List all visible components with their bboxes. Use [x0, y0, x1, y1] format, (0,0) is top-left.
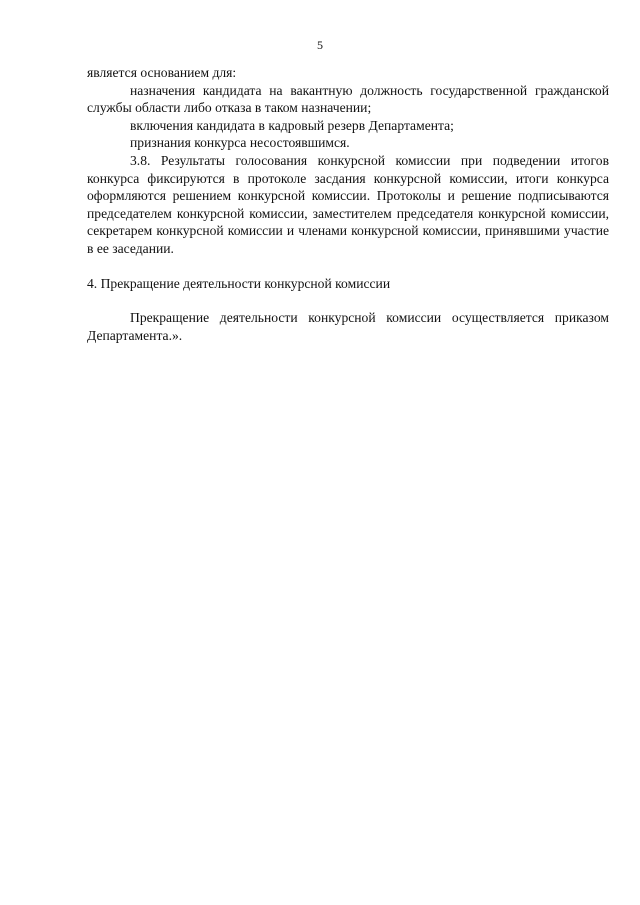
list-item-reserve: включения кандидата в кадровый резерв Департамента; [130, 117, 454, 133]
section-4-text: Прекращение деятельности конкурсной комиссии осуществляется приказом Департамента.». [87, 310, 609, 343]
section-4-heading: 4. Прекращение деятельности конкурсной комиссии [87, 275, 391, 291]
clause-3-8: 3.8. Результаты голосования конкурсной комиссии при подведении итогов конкурса фиксируются в протоколе засдания конкурсной комиссии, итоги конкурса оформляются решением конкурсной комиссии. Протоколы и решение подписываются председателем конкурсной комиссии, заместителем председателя конкурсной комиссии, секретарем конкурсной комиссии и членами конкурсной комиссии, принявшими участие в ее заседании. [87, 152, 609, 256]
list-item-appointment: назначения кандидата на вакантную должность государственной гражданской службы области либо отказа в таком назначении; [87, 82, 609, 116]
lead-paragraph: является основанием для: [87, 65, 237, 80]
list-item-failed-contest: признания конкурса несостоявшимся. [130, 135, 350, 151]
page-number: 5 [317, 38, 323, 52]
document-body [87, 64, 609, 344]
